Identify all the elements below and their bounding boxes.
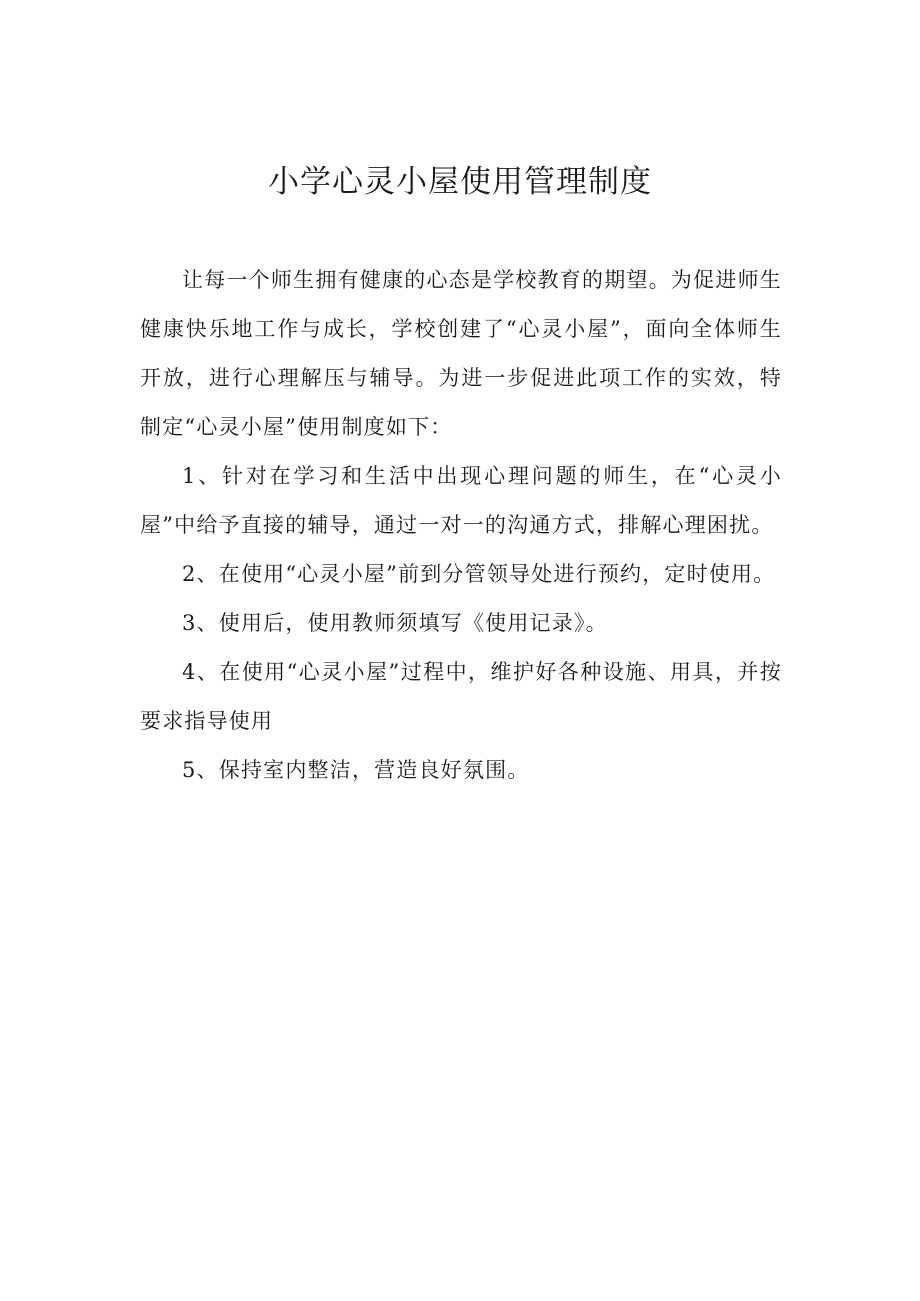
rule-item-5: 5、保持室内整洁，营造良好氛围。	[182, 758, 530, 782]
rule-item-1: 1、针对在学习和生活中出现心理问题的师生，在“心灵小屋”中给予直接的辅导，通过一对一的沟通方式，排解心理困扰。	[140, 464, 782, 537]
rule-item-2: 2、在使用“心灵小屋”前到分管领导处进行预约，定时使用。	[182, 562, 776, 586]
document-body	[140, 256, 782, 795]
rule-item-4: 4、在使用“心灵小屋”过程中，维护好各种设施、用具，并按要求指导使用	[140, 660, 782, 733]
intro-paragraph: 让每一个师生拥有健康的心态是学校教育的期望。为促进师生健康快乐地工作与成长，学校创建了“心灵小屋”，面向全体师生开放，进行心理解压与辅导。为进一步促进此项工作的实效，特制定“心灵小屋”使用制度如下：	[140, 268, 782, 439]
document-title: 小学心灵小屋使用管理制度	[268, 164, 652, 200]
rule-item-3: 3、使用后，使用教师须填写《使用记录》。	[182, 611, 608, 635]
